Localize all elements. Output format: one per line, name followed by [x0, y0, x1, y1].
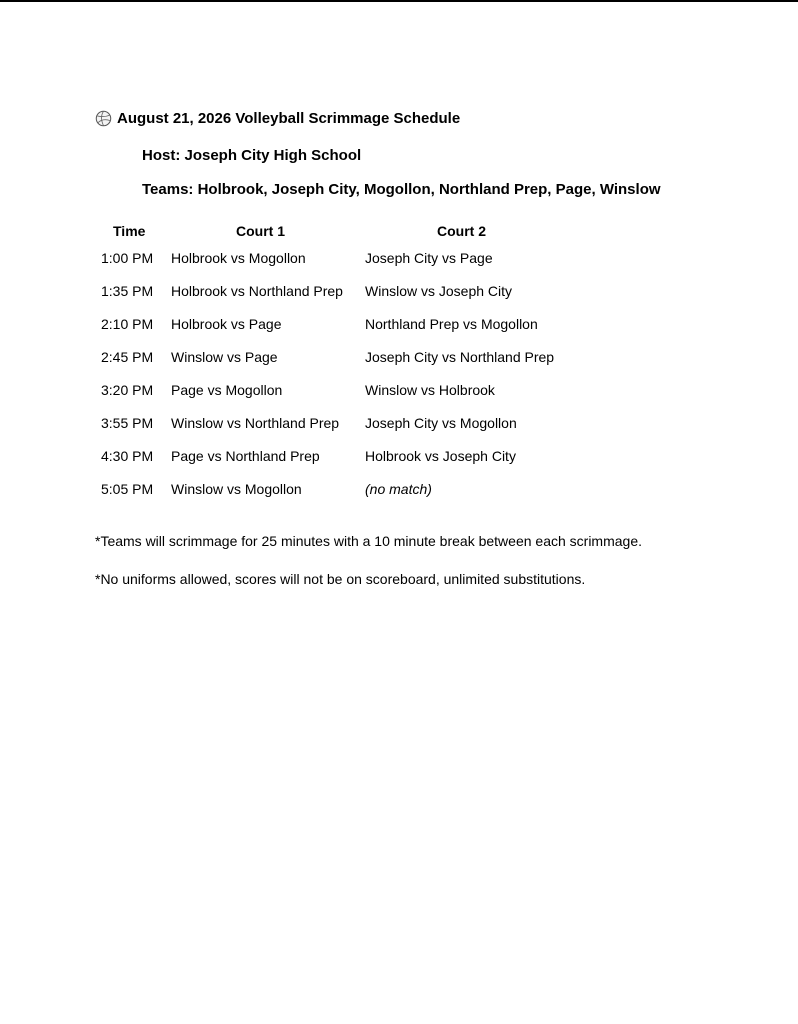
table-row	[95, 376, 615, 409]
court-1-cell: Winslow vs Northland Prep	[171, 415, 340, 431]
table-header	[95, 218, 615, 244]
table-row	[95, 277, 615, 310]
volleyball-icon	[95, 110, 112, 127]
rules-note: *No uniforms allowed, scores will not be on scoreboard, unlimited substitutions.	[95, 571, 586, 587]
time-cell: 3:20 PM	[101, 382, 154, 398]
table-row	[95, 475, 615, 508]
table-row	[95, 343, 615, 376]
table-row	[95, 244, 615, 277]
schedule-title	[95, 110, 460, 127]
court-2-cell: Winslow vs Joseph City	[365, 283, 513, 299]
court-1-cell: Page vs Northland Prep	[171, 448, 320, 464]
time-cell: 2:10 PM	[101, 316, 154, 332]
court-1-cell: Holbrook vs Page	[171, 316, 282, 332]
court-1-cell: Winslow vs Mogollon	[171, 481, 302, 497]
time-cell: 5:05 PM	[101, 481, 154, 497]
table-row	[95, 442, 615, 475]
time-cell: 4:30 PM	[101, 448, 154, 464]
teams-line: Teams: Holbrook, Joseph City, Mogollon, Northland Prep, Page, Winslow	[142, 181, 661, 198]
time-cell: 2:45 PM	[101, 349, 154, 365]
header-time: Time	[113, 223, 146, 239]
court-1-cell: Page vs Mogollon	[171, 382, 283, 398]
title-text: August 21, 2026 Volleyball Scrimmage Schedule	[117, 110, 461, 127]
scrimmage-duration-note: *Teams will scrimmage for 25 minutes with a 10 minute break between each scrimmage.	[95, 533, 643, 549]
schedule-table	[95, 218, 615, 508]
time-cell: 3:55 PM	[101, 415, 154, 431]
header-court-1: Court 1	[236, 223, 285, 239]
table-row	[95, 310, 615, 343]
court-2-cell: Northland Prep vs Mogollon	[365, 316, 538, 332]
court-2-cell: Winslow vs Holbrook	[365, 382, 495, 398]
court-2-cell: Joseph City vs Page	[365, 250, 493, 266]
court-2-cell: (no match)	[365, 481, 432, 497]
court-2-cell: Joseph City vs Northland Prep	[365, 349, 555, 365]
host-line: Host: Joseph City High School	[142, 147, 362, 164]
time-cell: 1:35 PM	[101, 283, 154, 299]
header-court-2: Court 2	[437, 223, 486, 239]
court-2-cell: Holbrook vs Joseph City	[365, 448, 516, 464]
table-row	[95, 409, 615, 442]
time-cell: 1:00 PM	[101, 250, 154, 266]
court-1-cell: Holbrook vs Northland Prep	[171, 283, 343, 299]
court-1-cell: Winslow vs Page	[171, 349, 278, 365]
court-2-cell: Joseph City vs Mogollon	[365, 415, 517, 431]
top-border	[0, 0, 798, 2]
court-1-cell: Holbrook vs Mogollon	[171, 250, 306, 266]
